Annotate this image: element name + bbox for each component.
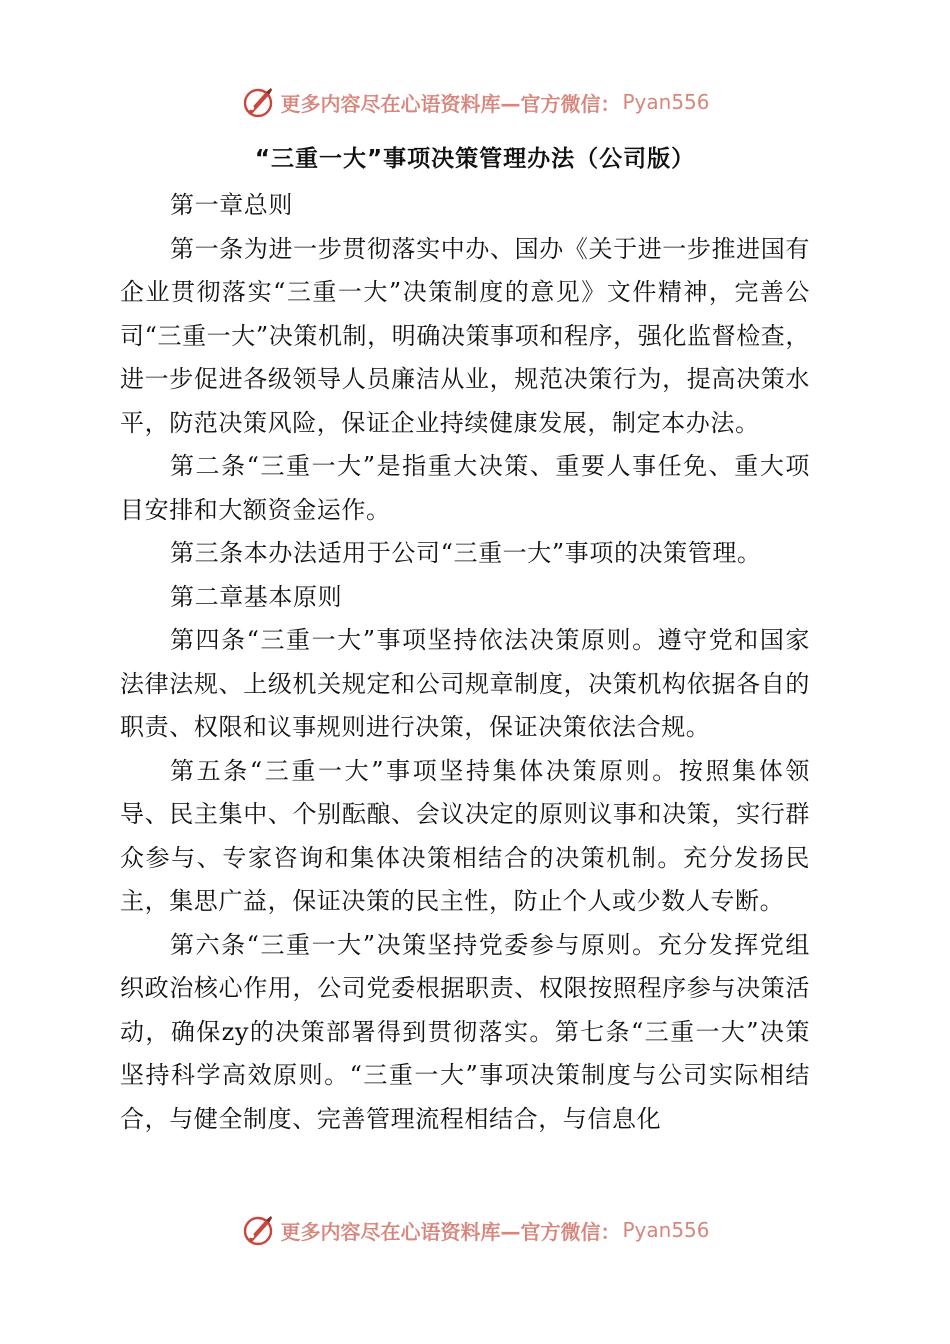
pen-nib-logo-icon (240, 1212, 276, 1248)
watermark-account: Pyan556 (622, 90, 710, 114)
watermark-banner-top (0, 82, 950, 122)
watermark-text: 更多内容尽在心语资料库—官方微信： (280, 1219, 621, 1244)
pen-nib-logo-icon (240, 84, 276, 120)
chapter-heading: 第二章基本原则 (170, 582, 343, 611)
document-body (120, 184, 810, 1141)
article-paragraph: 第五条“三重一大”事项坚持集体决策原则。按照集体领导、民主集中、个别酝酿、会议决定的原则议事和决策，实行群众参与、专家咨询和集体决策相结合的决策机制。充分发扬民主，集思广益，保证决策的民主性，防止个人或少数人专断。 (120, 756, 810, 915)
article-paragraph: 第一条为进一步贯彻落实中办、国办《关于进一步推进国有企业贯彻落实“三重一大”决策制度的意见》文件精神，完善公司“三重一大”决策机制，明确决策事项和程序，强化监督检查，进一步促进各级领导人员廉洁从业，规范决策行为，提高决策水平，防范决策风险，保证企业持续健康发展，制定本办法。 (120, 234, 810, 437)
document-title: “三重一大”事项决策管理办法（公司版） (254, 146, 696, 172)
watermark-text: 更多内容尽在心语资料库—官方微信： (280, 91, 621, 116)
watermark-banner-bottom (0, 1210, 950, 1250)
article-paragraph: 第六条“三重一大”决策坚持党委参与原则。充分发挥党组织政治核心作用，公司党委根据职责、权限按照程序参与决策活动，确保zy的决策部署得到贯彻落实。第七条“三重一大”决策坚持科学高效原则。“三重一大”事项决策制度与公司实际相结合，与健全制度、完善管理流程相结合，与信息化 (120, 930, 810, 1133)
article-paragraph: 第三条本办法适用于公司“三重一大”事项的决策管理。 (170, 539, 762, 567)
watermark-account: Pyan556 (622, 1218, 710, 1242)
article-paragraph: 第二条“三重一大”是指重大决策、重要人事任免、重大项目安排和大额资金运作。 (120, 452, 810, 524)
article-paragraph: 第四条“三重一大”事项坚持依法决策原则。遵守党和国家法律法规、上级机关规定和公司规章制度，决策机构依据各自的职责、权限和议事规则进行决策，保证决策依法合规。 (120, 626, 810, 741)
chapter-heading: 第一章总则 (170, 191, 293, 219)
